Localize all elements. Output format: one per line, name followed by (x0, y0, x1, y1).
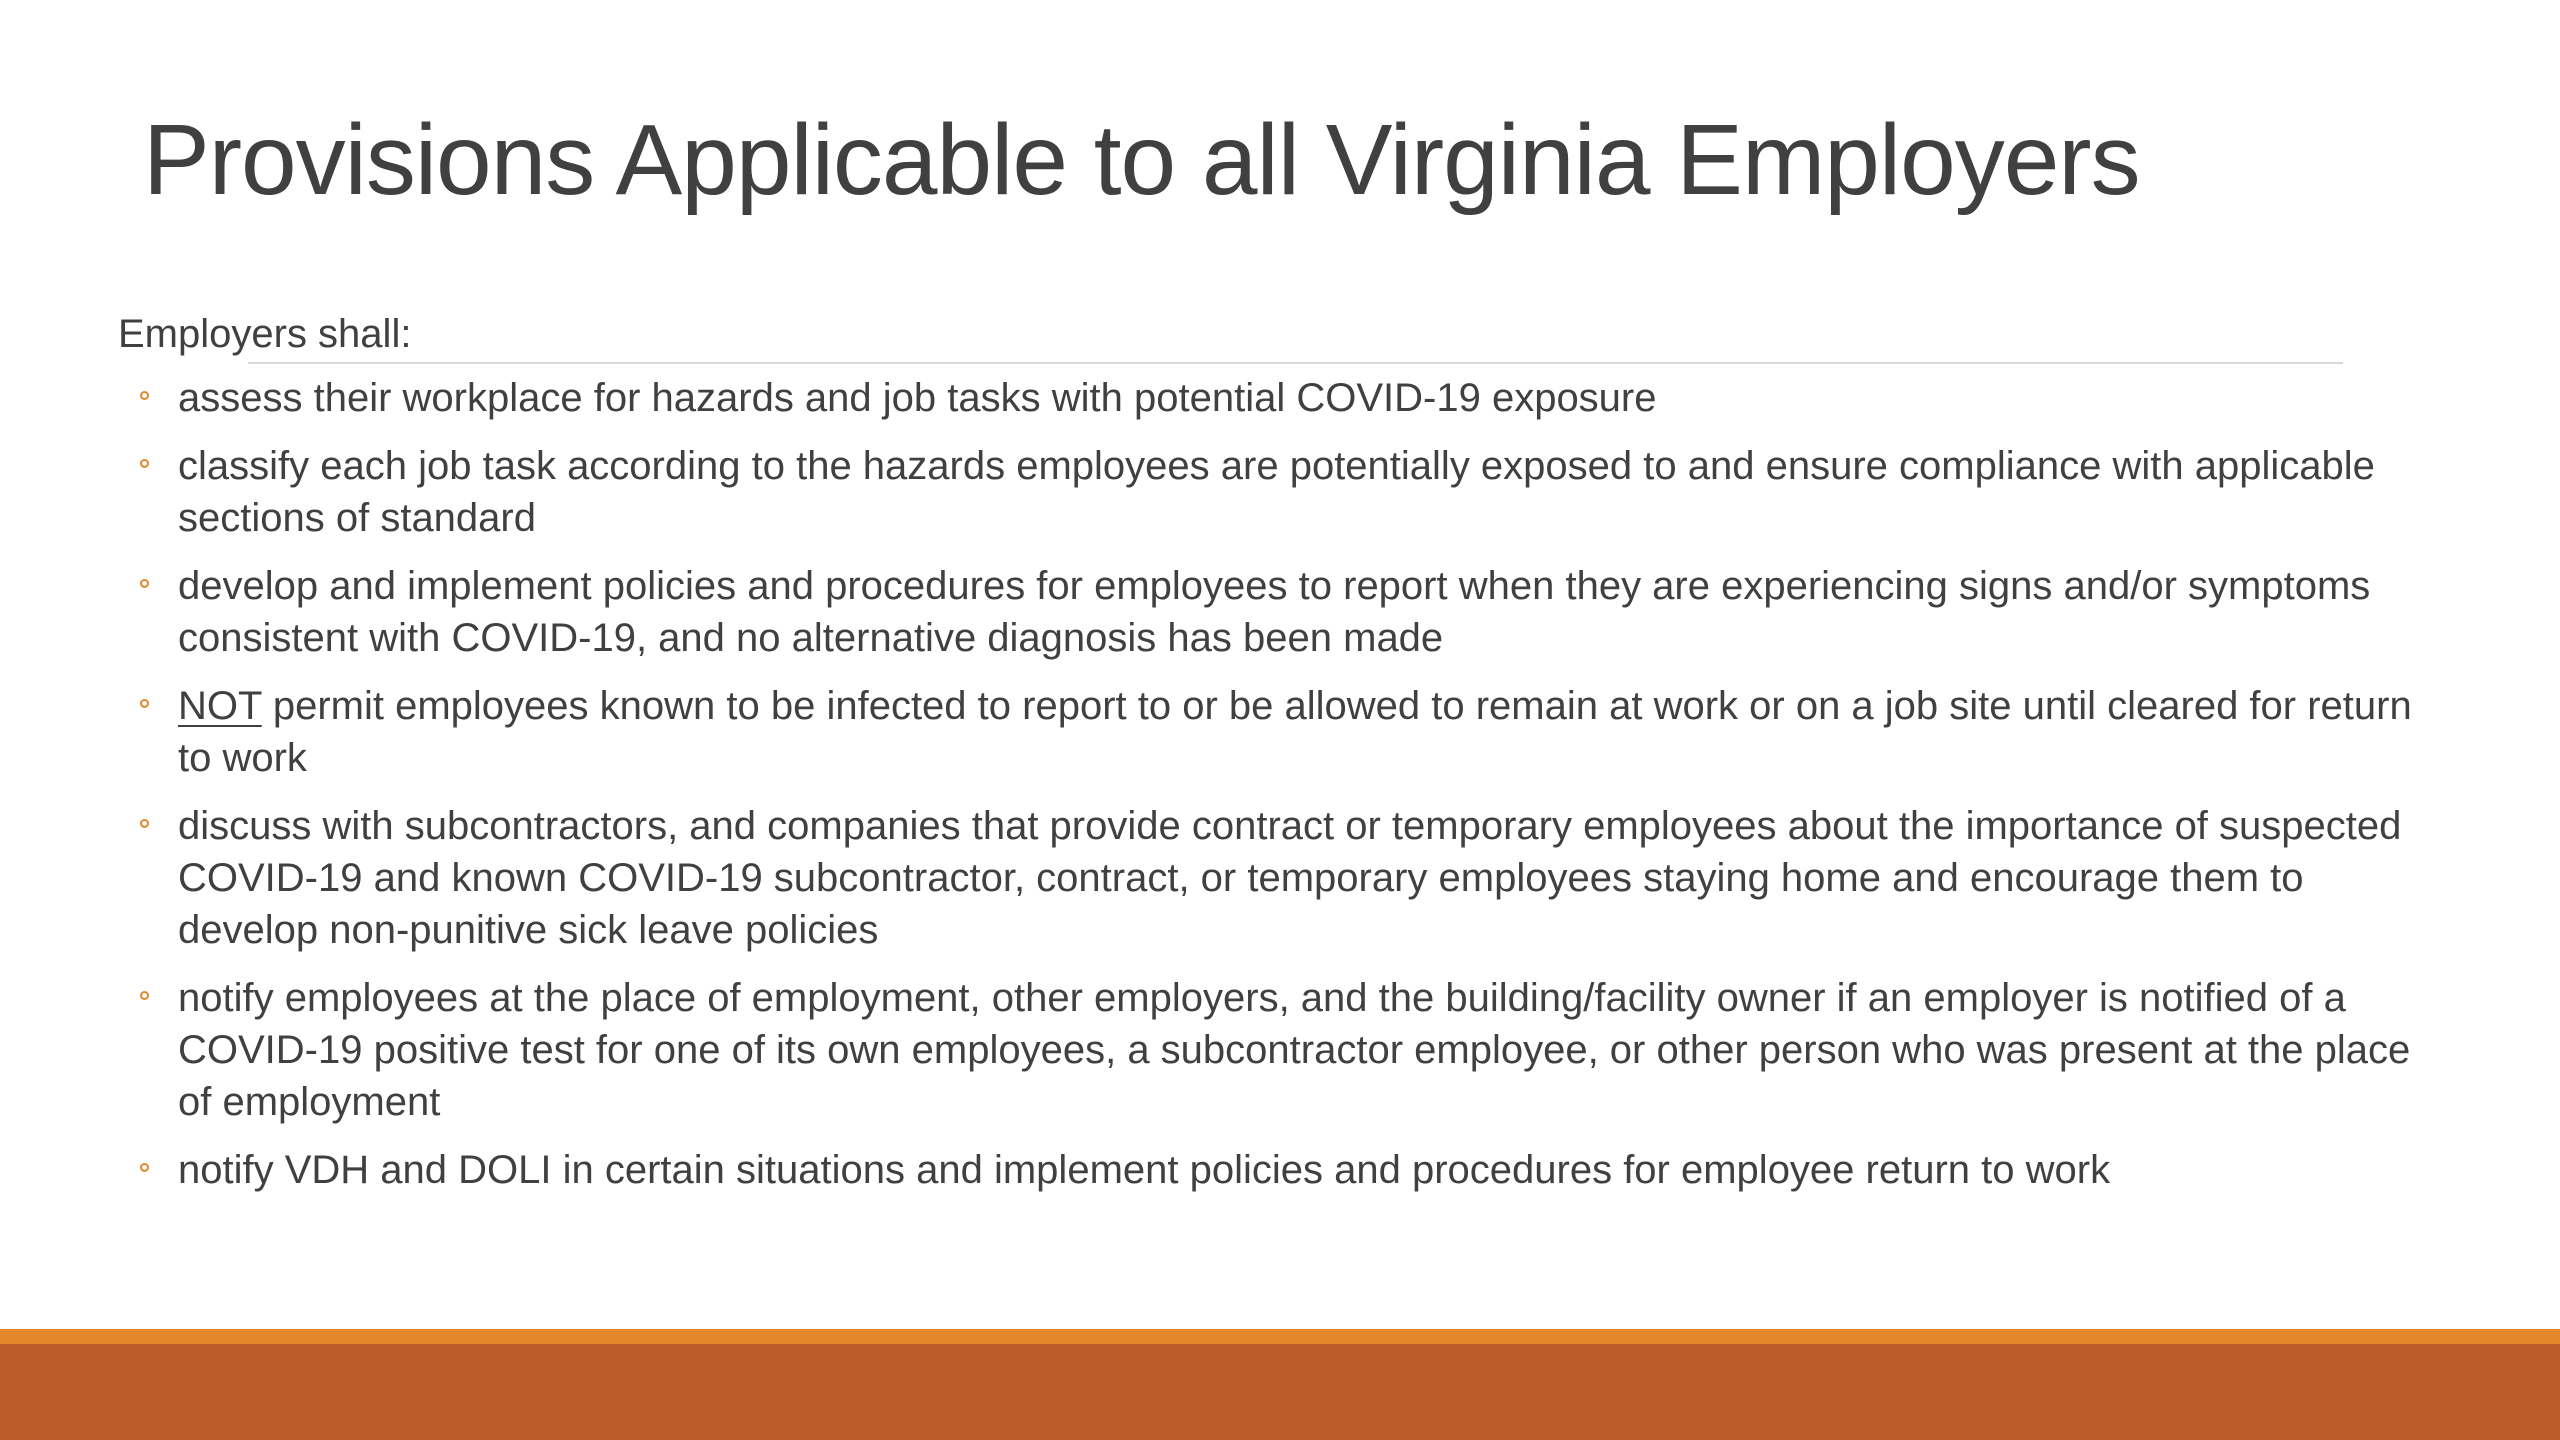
bullet-text: classify each job task according to the hazards employees are potentially exposed to and ensure compliance with applicable sections of standard (178, 444, 2375, 540)
bullet-item (140, 440, 2430, 544)
bullet-item (140, 560, 2430, 664)
circle-bullet-icon (140, 579, 149, 588)
circle-bullet-icon (140, 699, 149, 708)
intro-text: Employers shall: (118, 312, 412, 356)
bullet-item (140, 1144, 2430, 1196)
circle-bullet-icon (140, 459, 149, 468)
circle-bullet-icon (140, 1163, 149, 1172)
bullet-item (140, 972, 2430, 1128)
bullet-item (140, 680, 2430, 784)
bullet-list (140, 372, 2430, 1212)
bullet-text: develop and implement policies and procedures for employees to report when they are experiencing signs and/or symptoms consistent with COVID-19, and no alternative diagnosis has been made (178, 564, 2371, 660)
bullet-item (140, 800, 2430, 956)
circle-bullet-icon (140, 991, 149, 1000)
footer-accent-stripe (0, 1329, 2560, 1344)
divider-line (248, 362, 2343, 364)
circle-bullet-icon (140, 819, 149, 828)
footer-band (0, 1344, 2560, 1440)
emphasis-text: NOT (178, 684, 262, 728)
bullet-text: assess their workplace for hazards and job tasks with potential COVID-19 exposure (178, 376, 1657, 420)
bullet-text: notify VDH and DOLI in certain situations and implement policies and procedures for employee return to work (178, 1148, 2111, 1192)
bullet-text: permit employees known to be infected to report to or be allowed to remain at work or on a job site until cleared for return to work (178, 684, 2412, 780)
bullet-text: notify employees at the place of employment, other employers, and the building/facility owner if an employer is notified of a COVID-19 positive test for one of its own employees, a subcontractor employee, or other person who was present at the place of employment (178, 976, 2411, 1124)
bullet-text: discuss with subcontractors, and companies that provide contract or temporary employees about the importance of suspected COVID-19 and known COVID-19 subcontractor, contract, or temporary employees staying home and encourage them to develop non-punitive sick leave policies (178, 804, 2402, 952)
slide-title: Provisions Applicable to all Virginia Employers (143, 104, 2140, 216)
circle-bullet-icon (140, 391, 149, 400)
bullet-item (140, 372, 2430, 424)
